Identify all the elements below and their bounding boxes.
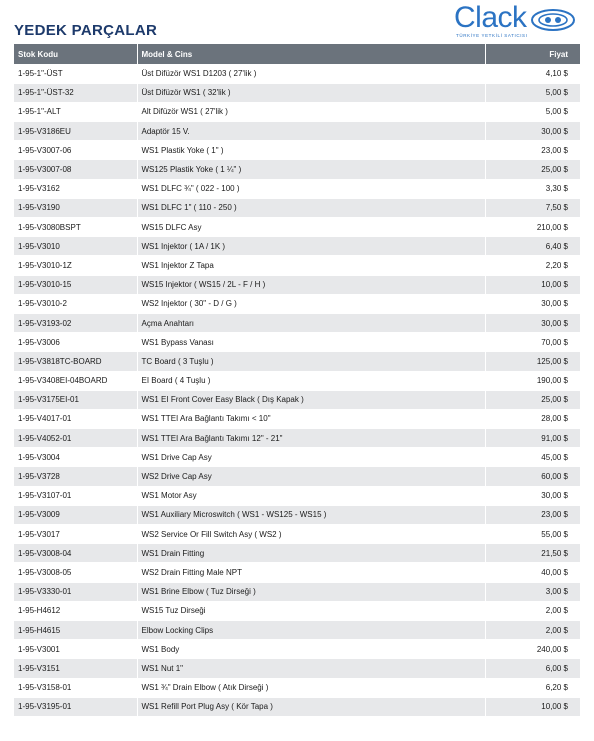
table-row [14,390,580,409]
cell-model: Adaptör 15 V. [137,122,485,141]
clack-logo [450,2,580,42]
cell-stock-code: 1-95-V3006 [14,333,137,352]
column-header-code: Stok Kodu [14,44,137,64]
cell-model: WS1 DLFC 1" ( 110 - 250 ) [137,198,485,217]
column-header-model: Model & Cins [137,44,485,64]
cell-stock-code: 1-95-1"-ALT [14,102,137,121]
table-row [14,409,580,428]
cell-stock-code: 1-95-V3193-02 [14,313,137,332]
table-row [14,122,580,141]
cell-price: 4,10 $ [485,64,580,83]
cell-price: 60,00 $ [485,467,580,486]
cell-price: 2,20 $ [485,256,580,275]
cell-stock-code: 1-95-V3175EI-01 [14,390,137,409]
cell-price: 2,00 $ [485,620,580,639]
table-row [14,237,580,256]
logo-tagline: TÜRKİYE YETKİLİ SATICISI [456,33,528,38]
cell-model: WS1 Drive Cap Asy [137,448,485,467]
cell-stock-code: 1-95-H4615 [14,620,137,639]
cell-stock-code: 1-95-V3408EI-04BOARD [14,371,137,390]
table-row [14,83,580,102]
cell-stock-code: 1-95-V3004 [14,448,137,467]
cell-price: 30,00 $ [485,313,580,332]
cell-model: WS2 Drive Cap Asy [137,467,485,486]
cell-stock-code: 1-95-V3195-01 [14,697,137,716]
cell-stock-code: 1-95-V3008-04 [14,544,137,563]
cell-price: 6,20 $ [485,678,580,697]
cell-model: WS1 EI Front Cover Easy Black ( Dış Kapak ) [137,390,485,409]
cell-stock-code: 1-95-V3186EU [14,122,137,141]
cell-model: WS1 Drain Fitting [137,544,485,563]
cell-model: WS2 Service Or Fill Switch Asy ( WS2 ) [137,525,485,544]
cell-stock-code: 1-95-V3107-01 [14,486,137,505]
cell-stock-code: 1-95-H4612 [14,601,137,620]
cell-model: EI Board ( 4 Tuşlu ) [137,371,485,390]
cell-stock-code: 1-95-V3162 [14,179,137,198]
cell-stock-code: 1-95-V3190 [14,198,137,217]
cell-model: WS1 Plastik Yoke ( 1" ) [137,141,485,160]
table-row [14,505,580,524]
cell-stock-code: 1-95-V3728 [14,467,137,486]
table-row [14,333,580,352]
cell-price: 3,00 $ [485,582,580,601]
cell-stock-code: 1-95-V3010-1Z [14,256,137,275]
cell-model: WS1 Body [137,640,485,659]
cell-model: WS15 Injektor ( WS15 / 2L - F / H ) [137,275,485,294]
cell-stock-code: 1-95-V4017-01 [14,409,137,428]
cell-model: WS1 Nut 1" [137,659,485,678]
cell-stock-code: 1-95-V3010-15 [14,275,137,294]
cell-stock-code: 1-95-V3007-06 [14,141,137,160]
cell-model: WS1 DLFC ¾" ( 022 - 100 ) [137,179,485,198]
cell-price: 25,00 $ [485,160,580,179]
table-row [14,352,580,371]
table-row [14,563,580,582]
page-header [14,0,580,44]
table-row [14,64,580,83]
table-row [14,467,580,486]
cell-price: 25,00 $ [485,390,580,409]
table-row [14,697,580,716]
cell-price: 45,00 $ [485,448,580,467]
cell-model: WS2 Drain Fitting Male NPT [137,563,485,582]
table-row [14,256,580,275]
cell-model: WS1 Injektor ( 1A / 1K ) [137,237,485,256]
cell-model: WS1 Injektor Z Tapa [137,256,485,275]
table-row [14,102,580,121]
cell-stock-code: 1-95-V3007-08 [14,160,137,179]
cell-stock-code: 1-95-V3010 [14,237,137,256]
cell-price: 210,00 $ [485,218,580,237]
cell-price: 2,00 $ [485,601,580,620]
cell-price: 10,00 $ [485,697,580,716]
page-title: YEDEK PARÇALAR [14,22,158,39]
cell-stock-code: 1-95-V3008-05 [14,563,137,582]
table-header-row [14,44,580,64]
cell-stock-code: 1-95-V3010-2 [14,294,137,313]
table-row [14,275,580,294]
cell-model: WS1 Bypass Vanası [137,333,485,352]
cell-model: Elbow Locking Clips [137,620,485,639]
logo-wordmark: Clack [454,1,527,34]
cell-price: 5,00 $ [485,83,580,102]
table-row [14,544,580,563]
logo-swirl-icon [530,8,576,32]
table-row [14,582,580,601]
cell-price: 3,30 $ [485,179,580,198]
cell-model: WS1 TTEI Ara Bağlantı Takımı 12" - 21" [137,429,485,448]
cell-stock-code: 1-95-V3009 [14,505,137,524]
cell-model: TC Board ( 3 Tuşlu ) [137,352,485,371]
cell-model: WS2 Injektor ( 30" - D / G ) [137,294,485,313]
cell-stock-code: 1-95-1"-ÜST-32 [14,83,137,102]
cell-model: Alt Difüzör WS1 ( 27'lik ) [137,102,485,121]
cell-model: WS1 ¾" Drain Elbow ( Atık Dirseği ) [137,678,485,697]
table-body [14,64,580,716]
cell-price: 70,00 $ [485,333,580,352]
table-row [14,486,580,505]
cell-stock-code: 1-95-V3001 [14,640,137,659]
table-row [14,198,580,217]
table-row [14,429,580,448]
cell-price: 21,50 $ [485,544,580,563]
cell-model: WS1 Brine Elbow ( Tuz Dirseği ) [137,582,485,601]
column-header-price: Fiyat [485,44,580,64]
cell-price: 6,40 $ [485,237,580,256]
table-row [14,620,580,639]
table-row [14,160,580,179]
cell-model: Üst Difüzör WS1 D1203 ( 27'lik ) [137,64,485,83]
table-row [14,179,580,198]
cell-model: WS1 TTEI Ara Bağlantı Takımı < 10" [137,409,485,428]
table-row [14,141,580,160]
table-row [14,601,580,620]
cell-price: 23,00 $ [485,141,580,160]
table-row [14,313,580,332]
cell-price: 30,00 $ [485,122,580,141]
cell-price: 240,00 $ [485,640,580,659]
cell-price: 6,00 $ [485,659,580,678]
cell-model: WS125 Plastik Yoke ( 1 ¼" ) [137,160,485,179]
cell-model: Açma Anahtarı [137,313,485,332]
table-row [14,659,580,678]
cell-stock-code: 1-95-V3330-01 [14,582,137,601]
cell-price: 125,00 $ [485,352,580,371]
cell-price: 10,00 $ [485,275,580,294]
cell-price: 190,00 $ [485,371,580,390]
cell-model: WS1 Refill Port Plug Asy ( Kör Tapa ) [137,697,485,716]
cell-stock-code: 1-95-V3158-01 [14,678,137,697]
cell-price: 30,00 $ [485,294,580,313]
table-row [14,218,580,237]
cell-stock-code: 1-95-V4052-01 [14,429,137,448]
cell-model: WS1 Motor Asy [137,486,485,505]
cell-stock-code: 1-95-1"-ÜST [14,64,137,83]
table-row [14,678,580,697]
cell-price: 91,00 $ [485,429,580,448]
cell-model: WS15 DLFC Asy [137,218,485,237]
cell-price: 55,00 $ [485,525,580,544]
table-row [14,525,580,544]
cell-model: WS15 Tuz Dirseği [137,601,485,620]
cell-price: 30,00 $ [485,486,580,505]
cell-price: 7,50 $ [485,198,580,217]
table-row [14,640,580,659]
parts-table [14,44,580,717]
cell-price: 40,00 $ [485,563,580,582]
cell-stock-code: 1-95-V3151 [14,659,137,678]
cell-stock-code: 1-95-V3818TC-BOARD [14,352,137,371]
cell-model: Üst Difüzör WS1 ( 32'lik ) [137,83,485,102]
cell-stock-code: 1-95-V3080BSPT [14,218,137,237]
cell-stock-code: 1-95-V3017 [14,525,137,544]
cell-price: 28,00 $ [485,409,580,428]
table-row [14,294,580,313]
table-row [14,371,580,390]
cell-price: 23,00 $ [485,505,580,524]
cell-model: WS1 Auxiliary Microswitch ( WS1 - WS125 - WS15 ) [137,505,485,524]
cell-price: 5,00 $ [485,102,580,121]
table-row [14,448,580,467]
